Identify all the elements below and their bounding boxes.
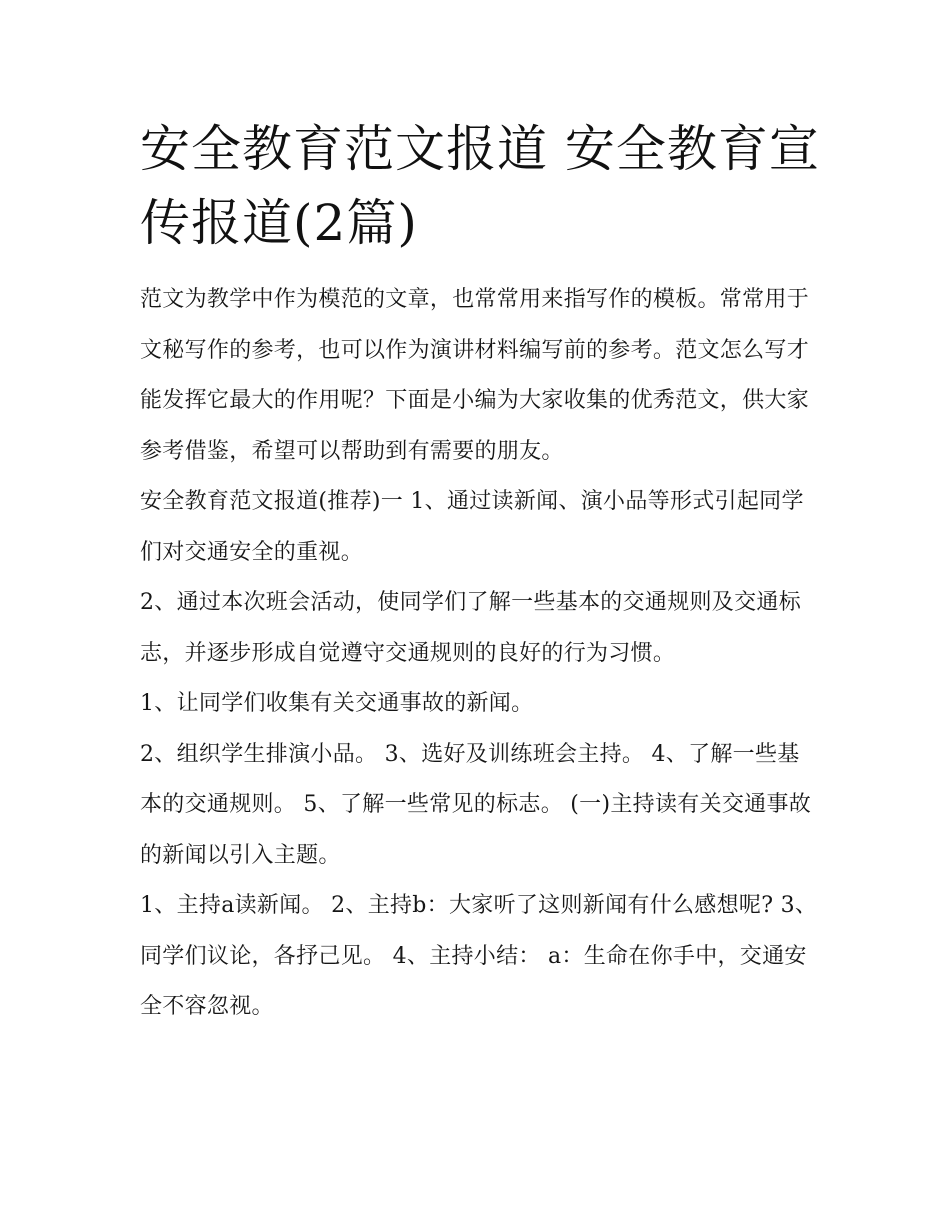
- paragraph-activity: 1、主持a读新闻。 2、主持b：大家听了这则新闻有什么感想呢? 3、同学们议论，各抒己见。 4、主持小结： a：生命在你手中，交通安全不容忽视。: [140, 893, 818, 1019]
- paragraph-goal-two: 2、通过本次班会活动，使同学们了解一些基本的交通规则及交通标志，并逐步形成自觉遵守交通规则的良好的行为习惯。: [140, 590, 801, 666]
- paragraph-section-one: 安全教育范文报道(推荐)一 1、通过读新闻、演小品等形式引起同学们对交通安全的重视。: [140, 489, 804, 565]
- paragraph-prep-list: 2、组织学生排演小品。 3、选好及训练班会主持。 4、了解一些基本的交通规则。 5、了解一些常见的标志。 (一)主持读有关交通事故的新闻以引入主题。: [140, 741, 812, 868]
- paragraph-prep-one: 1、让同学们收集有关交通事故的新闻。: [140, 691, 534, 716]
- document-body: [140, 275, 820, 1033]
- page-title: 安全教育范文报道 安全教育宣传报道(2篇): [140, 120, 820, 252]
- paragraph-intro: 范文为教学中作为模范的文章，也常常用来指写作的模板。常常用于文秘写作的参考，也可以作为演讲材料编写前的参考。范文怎么写才能发挥它最大的作用呢？下面是小编为大家收集的优秀范文，供大家参考借鉴，希望可以帮助到有需要的朋友。: [140, 287, 810, 464]
